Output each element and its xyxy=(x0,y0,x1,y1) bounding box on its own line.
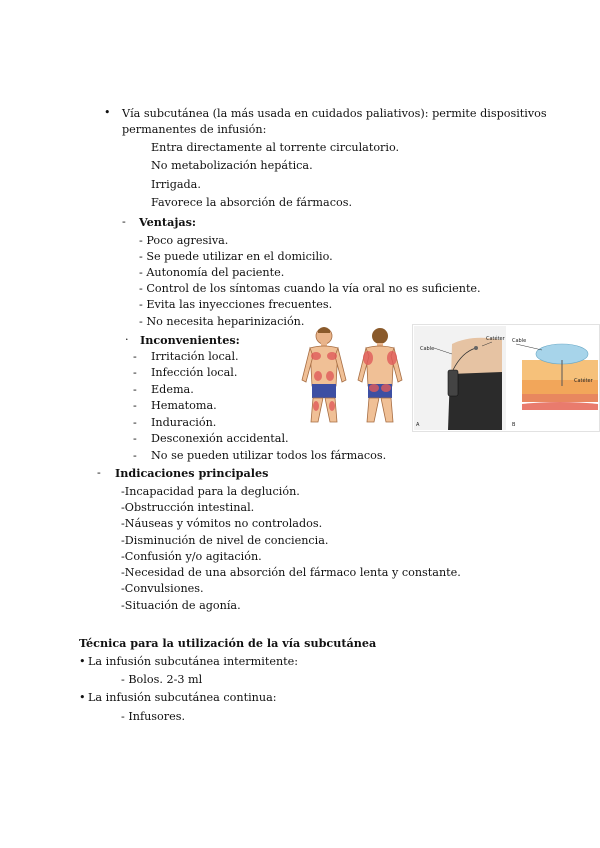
ventaja-item: - Autonomía del paciente. xyxy=(139,266,285,279)
tecnica-intermitente: La infusión subcutánea intermitente: xyxy=(88,655,299,668)
inconvenientes-dot: · xyxy=(125,333,129,346)
infusion-device-figure xyxy=(412,324,600,432)
intro-line-2: permanentes de infusión: xyxy=(122,123,267,136)
inconveniente-item: Desconexión accidental. xyxy=(151,432,289,445)
figure-label-catheter-b: Catéter xyxy=(574,378,593,384)
intro-line-1: Vía subcutánea (la más usada en cuidados paliativos): permite dispositivos xyxy=(122,107,547,120)
indicacion-item: -Situación de agonía. xyxy=(121,599,241,612)
bullet-dot: • xyxy=(79,655,86,668)
bullet-dot: • xyxy=(79,691,86,704)
panel-a xyxy=(414,326,506,430)
inconveniente-dash: - xyxy=(133,432,137,445)
inconveniente-item: Hematoma. xyxy=(151,399,217,412)
inconveniente-dash: - xyxy=(133,416,137,429)
ventaja-item: - Evita las inyecciones frecuentes. xyxy=(139,298,333,311)
inconveniente-item: Infección local. xyxy=(151,366,238,379)
tecnica-intermitente-sub: - Bolos. 2-3 ml xyxy=(121,673,203,686)
ventaja-item: - Control de los síntomas cuando la vía oral no es suficiente. xyxy=(139,282,481,295)
ventajas-dash: - xyxy=(122,215,126,228)
inconveniente-item: Edema. xyxy=(151,383,194,396)
indicacion-item: -Confusión y/o agitación. xyxy=(121,550,262,563)
inconveniente-item: No se pueden utilizar todos los fármacos. xyxy=(151,449,387,462)
inconveniente-item: Induración. xyxy=(151,416,217,429)
indicacion-item: -Convulsiones. xyxy=(121,582,204,595)
tecnica-heading: Técnica para la utilización de la vía subcutánea xyxy=(79,636,377,650)
indicacion-item: -Incapacidad para la deglución. xyxy=(121,485,300,498)
indicacion-item: -Náuseas y vómitos no controlados. xyxy=(121,517,323,530)
inconvenientes-heading: Inconvenientes: xyxy=(140,333,240,347)
inconveniente-dash: - xyxy=(133,449,137,462)
front-body-figure xyxy=(302,327,346,422)
bullet-dot: • xyxy=(104,106,111,119)
ventajas-heading: Ventajas: xyxy=(139,215,197,229)
indicaciones-heading: Indicaciones principales xyxy=(115,466,269,480)
property-item: No metabolización hepática. xyxy=(151,159,313,172)
body-sites-figure xyxy=(296,324,408,424)
ventaja-item: - No necesita heparinización. xyxy=(139,315,305,328)
indicaciones-dash: - xyxy=(97,466,101,479)
indicacion-item: -Disminución de nivel de conciencia. xyxy=(121,534,329,547)
tecnica-continua: La infusión subcutánea continua: xyxy=(88,691,277,704)
property-item: Entra directamente al torrente circulatorio. xyxy=(151,141,400,154)
indicacion-item: -Necesidad de una absorción del fármaco lenta y constante. xyxy=(121,566,461,579)
inconveniente-dash: - xyxy=(133,366,137,379)
figure-label-cable-b: Cable xyxy=(512,338,527,344)
indicacion-item: -Obstrucción intestinal. xyxy=(121,501,255,514)
tecnica-continua-sub: - Infusores. xyxy=(121,710,186,723)
panel-b xyxy=(510,326,598,430)
inconveniente-dash: - xyxy=(133,383,137,396)
ventaja-item: - Poco agresiva. xyxy=(139,234,229,247)
inconveniente-dash: - xyxy=(133,399,137,412)
property-item: Irrigada. xyxy=(151,178,201,191)
ventaja-item: - Se puede utilizar en el domicilio. xyxy=(139,250,333,263)
back-body-figure xyxy=(358,328,402,422)
inconveniente-item: Irritación local. xyxy=(151,350,239,363)
figure-label-a: A xyxy=(416,422,420,428)
property-item: Favorece la absorción de fármacos. xyxy=(151,196,353,209)
figure-label-b: B xyxy=(512,422,516,428)
figure-label-catheter: Catéter xyxy=(486,336,505,342)
figure-label-cable: Cable xyxy=(420,346,435,352)
inconveniente-dash: - xyxy=(133,350,137,363)
